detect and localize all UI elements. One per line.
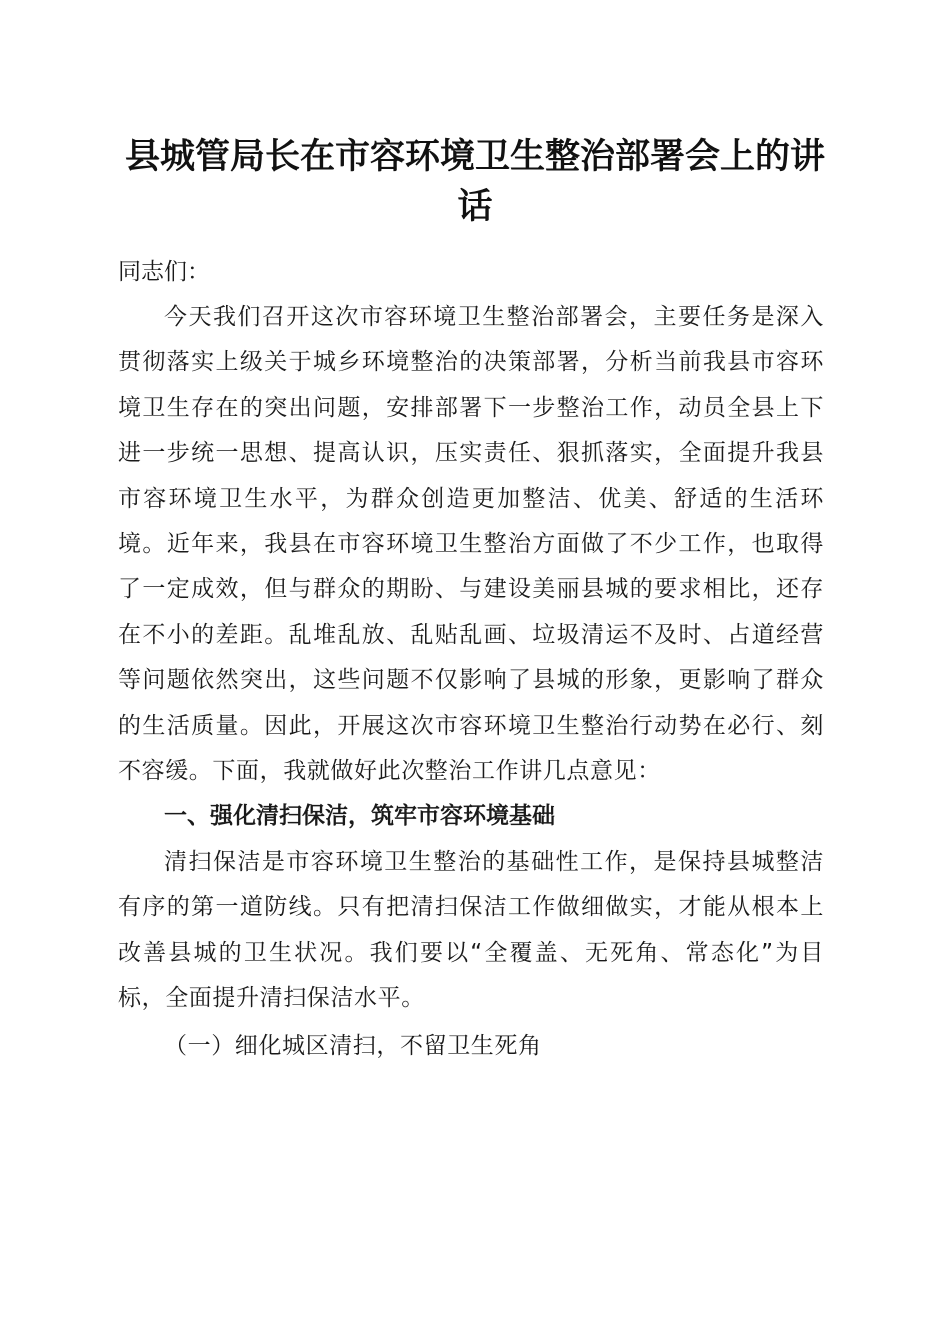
section-heading-1: 一、强化清扫保洁，筑牢市容环境基础 [164,803,555,830]
document-title: 县城管局长在市容环境卫生整治部署会上的讲话 [124,136,825,227]
intro-paragraph: 今天我们召开这次市容环境卫生整治部署会，主要任务是深入贯彻落实上级关于城乡环境整治的决策部署，分析当前我县市容环境卫生存在的突出问题，安排部署下一步整治工作，动员全县上下进一步统一思想、提高认识，压实责任、狠抓落实，全面提升我县市容环境卫生水平，为群众创造更加整洁、优美、舒适的生活环境。近年来，我县在市容环境卫生整治方面做了不少工作，也取得了一定成效，但与群众的期盼、与建设美丽县城的要求相比，还存在不小的差距。乱堆乱放、乱贴乱画、垃圾清运不及时、占道经营等问题依然突出，这些问题不仅影响了县城的形象，更影响了群众的生活质量。因此，开展这次市容环境卫生整治行动势在必行、刻不容缓。下面，我就做好此次整治工作讲几点意见： [118,304,824,785]
subsection-heading-1: （一）细化城区清扫，不留卫生死角 [164,1032,542,1059]
document-body [118,250,824,1069]
salutation: 同志们： [118,259,210,285]
section-1-paragraph: 清扫保洁是市容环境卫生整治的基础性工作，是保持县城整洁有序的第一道防线。只有把清扫保洁工作做细做实，才能从根本上改善县城的卫生状况。我们要以“全覆盖、无死角、常态化”为目标，全面提升清扫保洁水平。 [118,848,824,1012]
